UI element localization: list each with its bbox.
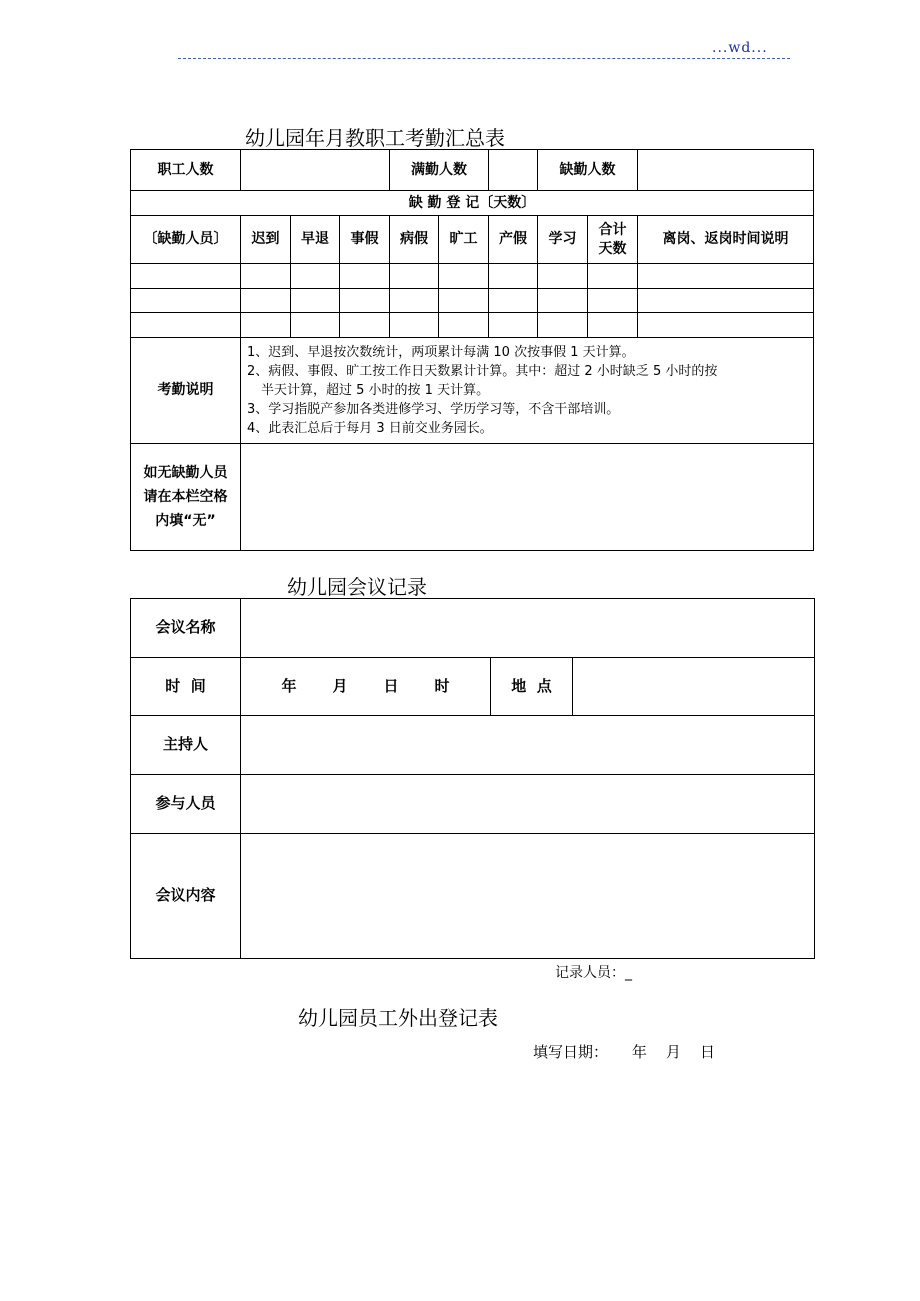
- meeting-participants-cell[interactable]: [241, 775, 815, 834]
- col-leave-return-note: 离岗、返岗时间说明: [638, 216, 814, 264]
- table-row: [131, 289, 814, 313]
- meeting-title: 幼儿园会议记录: [287, 575, 427, 599]
- note-line: 2、病假、事假、旷工按工作日天数累计计算。其中：超过 2 小时缺乏 5 小时的按: [247, 364, 718, 379]
- header-watermark: ...wd...: [712, 40, 768, 56]
- attendance-summary-table: [130, 149, 814, 551]
- meeting-name-label: 会议名称: [131, 599, 241, 658]
- col-total-days: 合计天数: [588, 216, 638, 264]
- note-line: 1、迟到、早退按次数统计，两项累计每满 10 次按事假 1 天计算。: [247, 345, 635, 360]
- staff-count-label: 职工人数: [131, 150, 241, 191]
- outing-fill-date: 填写日期： 年 月 日: [533, 1043, 715, 1061]
- full-attendance-cell[interactable]: [489, 150, 538, 191]
- full-attendance-label: 满勤人数: [390, 150, 489, 191]
- col-maternity-leave: 产假: [489, 216, 538, 264]
- outing-title: 幼儿园员工外出登记表: [298, 1006, 498, 1030]
- header-divider: [178, 58, 790, 59]
- meeting-recorder: 记录人员：_: [555, 965, 632, 981]
- col-absenteeism: 旷工: [439, 216, 489, 264]
- absence-register-header: 缺 勤 登 记〔天数〕: [131, 191, 814, 216]
- table-row: [131, 313, 814, 338]
- meeting-host-cell[interactable]: [241, 716, 815, 775]
- absent-count-label: 缺勤人数: [538, 150, 638, 191]
- col-early-leave: 早退: [291, 216, 340, 264]
- meeting-content-cell[interactable]: [241, 834, 815, 959]
- table-row: [131, 264, 814, 289]
- meeting-time-label: 时 间: [131, 658, 241, 716]
- meeting-time-cell[interactable]: 年 月 日 时: [241, 658, 491, 716]
- no-absence-label: 如无缺勤人员 请在本栏空格 内填“无”: [131, 444, 241, 551]
- attendance-title: 幼儿园年月教职工考勤汇总表: [245, 126, 505, 150]
- note-line: 4、此表汇总后于每月 3 日前交业务园长。: [247, 421, 493, 436]
- meeting-host-label: 主持人: [131, 716, 241, 775]
- meeting-content-label: 会议内容: [131, 834, 241, 959]
- attendance-notes: [241, 338, 814, 444]
- note-line: 3、学习指脱产参加各类进修学习、学历学习等，不含干部培训。: [247, 402, 620, 417]
- no-absence-cell[interactable]: [241, 444, 814, 551]
- col-study: 学习: [538, 216, 588, 264]
- meeting-name-cell[interactable]: [241, 599, 815, 658]
- col-late: 迟到: [241, 216, 291, 264]
- absent-count-cell[interactable]: [638, 150, 814, 191]
- col-absentee: 〔缺勤人员〕: [131, 216, 241, 264]
- meeting-record-table: [130, 598, 815, 959]
- attendance-notes-label: 考勤说明: [131, 338, 241, 444]
- staff-count-cell[interactable]: [241, 150, 390, 191]
- note-line: 半天计算，超过 5 小时的按 1 天计算。: [261, 383, 490, 398]
- meeting-place-label: 地 点: [491, 658, 573, 716]
- col-sick-leave: 病假: [390, 216, 439, 264]
- col-personal-leave: 事假: [340, 216, 390, 264]
- meeting-participants-label: 参与人员: [131, 775, 241, 834]
- meeting-place-cell[interactable]: [573, 658, 815, 716]
